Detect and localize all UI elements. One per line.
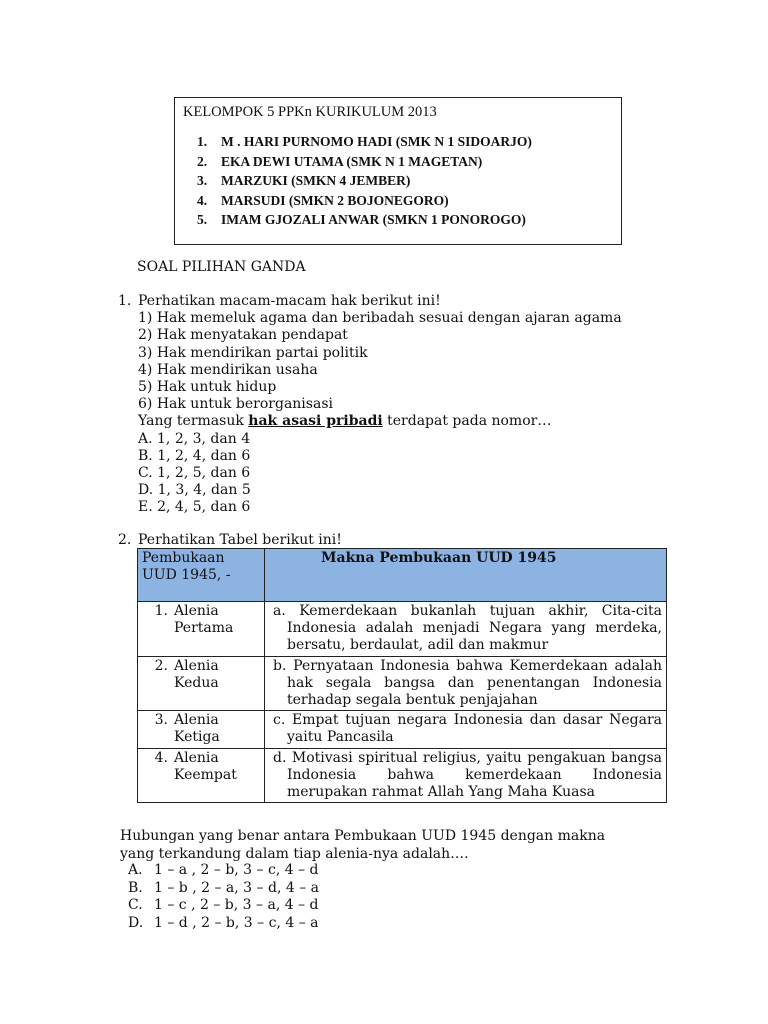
question-2-text: Hubungan yang benar antara Pembukaan UUD 1945 dengan makna yang terkandung dalam tiap alenia-nya adalah…. — [120, 828, 606, 862]
answer-option[interactable]: D. 1 – d , 2 – b, 3 – c, 4 – a — [128, 914, 319, 931]
table-row — [138, 602, 667, 657]
rights-item: 4) Hak mendirikan usaha — [138, 361, 318, 378]
member-item: 3. MARZUKI (SMKN 4 JEMBER) — [197, 173, 411, 188]
member-item: 4. MARSUDI (SMKN 2 BOJONEGORO) — [197, 192, 449, 208]
table-row — [138, 656, 667, 711]
group-header-box — [174, 97, 622, 245]
column-header: Makna Pembukaan UUD 1945 — [265, 549, 667, 602]
table-cell: b. Pernyataan Indonesia bahwa Kemerdekaan adalah hak segala bangsa dan penentangan Indonesia terhadap segala bentuk penjajahan — [265, 656, 667, 711]
table-cell: 4. Alenia Keempat — [138, 748, 265, 803]
member-item: 5. IMAM GJOZALI ANWAR (SMKN 1 PONOROGO) — [197, 212, 526, 227]
table-row — [138, 748, 667, 803]
group-title: KELOMPOK 5 PPKn KURIKULUM 2013 — [183, 104, 437, 120]
rights-item: 2) Hak menyatakan pendapat — [138, 327, 348, 344]
rights-item: 5) Hak untuk hidup — [138, 379, 277, 396]
answer-option[interactable]: D. 1, 3, 4, dan 5 — [138, 482, 251, 499]
answer-option[interactable]: E. 2, 4, 5, dan 6 — [138, 499, 251, 516]
answer-option[interactable]: B. 1 – b , 2 – a, 3 – d, 4 – a — [128, 879, 319, 896]
table-cell: c. Empat tujuan negara Indonesia dan dasar Negara yaitu Pancasila — [265, 711, 667, 748]
answer-option[interactable]: A. 1 – a , 2 – b, 3 – c, 4 – d — [128, 862, 319, 878]
question-1-stem: 1. Perhatikan macam-macam hak berikut ini! — [118, 293, 441, 309]
member-list — [197, 132, 532, 230]
member-item: 1. M . HARI PURNOMO HADI (SMK N 1 SIDOARJO) — [197, 134, 532, 149]
section-title: SOAL PILIHAN GANDA — [137, 259, 306, 275]
rights-item: 1) Hak memeluk agama dan beribadah sesuai dengan ajaran agama — [138, 310, 622, 327]
question-1-ask: Yang termasuk hak asasi pribadi terdapat pada nomor… — [138, 413, 552, 430]
table-cell: 1. Alenia Pertama — [138, 602, 265, 657]
table-row — [138, 711, 667, 748]
answer-option[interactable]: C. 1, 2, 5, dan 6 — [138, 465, 251, 482]
table-cell: 3. Alenia Ketiga — [138, 711, 265, 748]
table-cell: a. Kemerdekaan bukanlah tujuan akhir, Cita-cita Indonesia adalah menjadi Negara yang merdeka, bersatu, berdaulat, adil dan makmur — [265, 602, 667, 657]
table-cell: 2. Alenia Kedua — [138, 656, 265, 711]
emphasis-text: hak asasi pribadi — [248, 413, 383, 430]
answer-option[interactable]: C. 1 – c , 2 – b, 3 – a, 4 – d — [128, 897, 319, 913]
column-header: Pembukaan UUD 1945, - — [138, 549, 265, 602]
member-item: 2. EKA DEWI UTAMA (SMK N 1 MAGETAN) — [197, 153, 483, 169]
question-2-options — [128, 862, 319, 932]
table-header-row — [138, 549, 667, 602]
question-2-stem: 2. Perhatikan Tabel berikut ini! — [118, 532, 342, 548]
table-cell: d. Motivasi spiritual religius, yaitu pengakuan bangsa Indonesia bahwa kemerdekaan Indonesia merupakan rahmat Allah Yang Maha Kuasa — [265, 748, 667, 803]
rights-item: 6) Hak untuk berorganisasi — [138, 396, 333, 413]
answer-option[interactable]: A. 1, 2, 3, dan 4 — [138, 430, 251, 447]
preamble-table — [137, 548, 667, 803]
answer-option[interactable]: B. 1, 2, 4, dan 6 — [138, 447, 251, 464]
rights-item: 3) Hak mendirikan partai politik — [138, 344, 368, 361]
question-1 — [118, 293, 622, 517]
